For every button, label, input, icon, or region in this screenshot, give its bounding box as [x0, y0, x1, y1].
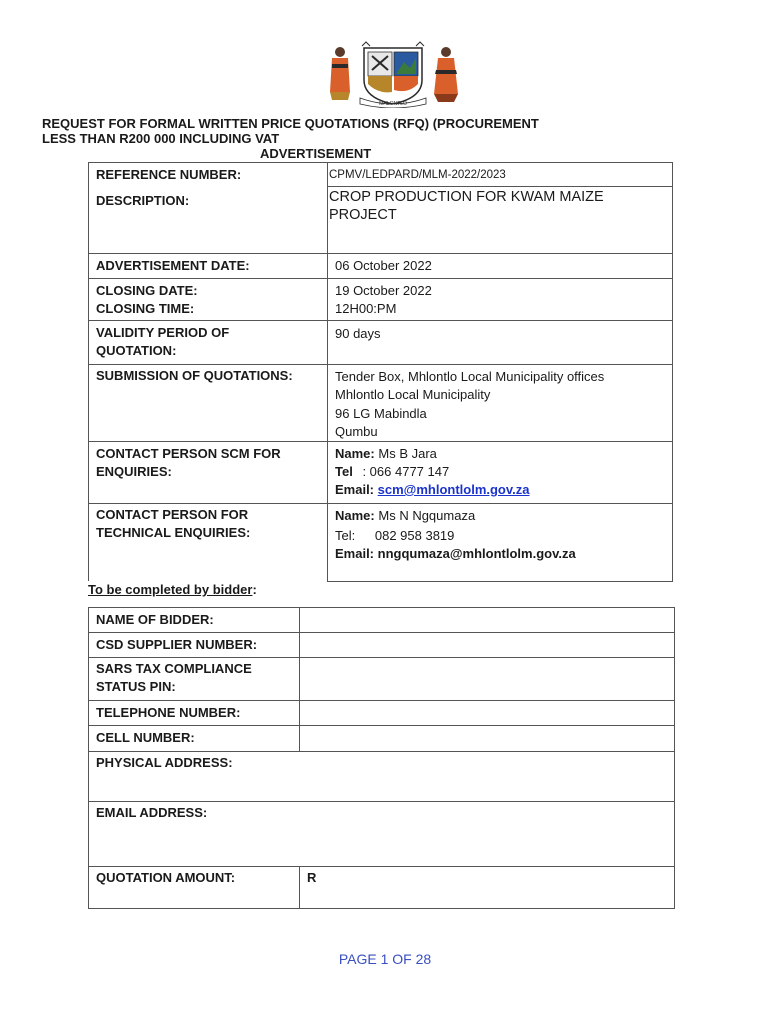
validity-label-1: VALIDITY PERIOD OF	[96, 325, 230, 340]
scm-name-row	[335, 445, 437, 463]
reference-number-label: REFERENCE NUMBER:	[96, 167, 242, 182]
closing-time-value: 12H00:PM	[335, 301, 397, 316]
shield-emblem	[362, 42, 424, 104]
closing-time-label: CLOSING TIME:	[96, 301, 195, 316]
right-supporter-figure	[434, 47, 458, 102]
bidder-section-text: To be completed by bidder	[88, 582, 253, 597]
title-line-2: LESS THAN R200 000 INCLUDING VAT	[42, 131, 280, 146]
bidder-name-field[interactable]	[301, 609, 673, 631]
advertisement-date-label: ADVERTISEMENT DATE:	[96, 258, 250, 273]
scm-contact-label-2: ENQUIRIES:	[96, 464, 172, 479]
quotation-amount-prefix: R	[307, 870, 317, 885]
email-address-field[interactable]	[90, 822, 673, 865]
cell-number-label: CELL NUMBER:	[96, 730, 195, 745]
title-line-1: REQUEST FOR FORMAL WRITTEN PRICE QUOTATIONS (RFQ) (PROCUREMENT	[42, 116, 539, 131]
bidder-section-label	[88, 582, 257, 597]
reference-number-value: CPMV/LEDPARD/MLM-2022/2023	[329, 169, 506, 181]
telephone-label: TELEPHONE NUMBER:	[96, 705, 241, 720]
description-label: DESCRIPTION:	[96, 193, 190, 208]
technical-contact-label-1: CONTACT PERSON FOR	[96, 507, 249, 522]
technical-email-label: Email:	[335, 546, 375, 561]
bidder-name-label: NAME OF BIDDER:	[96, 612, 214, 627]
sars-pin-label-2: STATUS PIN:	[96, 679, 176, 694]
quotation-amount-label: QUOTATION AMOUNT:	[96, 870, 236, 885]
physical-address-field[interactable]	[90, 772, 673, 800]
bidder-section-colon: :	[252, 582, 257, 597]
technical-tel-label: Tel:	[335, 528, 356, 543]
scm-tel-value: : 066 4777 147	[362, 464, 450, 479]
technical-name-row	[335, 507, 475, 525]
submission-label: SUBMISSION OF QUOTATIONS:	[96, 368, 293, 383]
sars-pin-field[interactable]	[301, 659, 673, 699]
email-address-label: EMAIL ADDRESS:	[96, 805, 208, 820]
validity-value: 90 days	[335, 326, 381, 341]
submission-line-3: 96 LG Mabindla	[335, 406, 427, 421]
motto-text: MHLONTLO	[379, 101, 407, 107]
telephone-field[interactable]	[301, 702, 673, 724]
title-line-3: ADVERTISEMENT	[260, 146, 372, 161]
closing-date-value: 19 October 2022	[335, 283, 432, 298]
page-number: PAGE 1 OF 28	[338, 951, 432, 967]
validity-label-2: QUOTATION:	[96, 343, 177, 358]
scm-tel-label: Tel	[335, 464, 353, 479]
left-supporter-figure	[330, 47, 350, 100]
technical-tel-value: 082 958 3819	[374, 528, 455, 543]
scm-email-label: Email:	[335, 482, 375, 497]
scm-name-label: Name:	[335, 446, 375, 461]
technical-contact-label-2: TECHNICAL ENQUIRIES:	[96, 525, 251, 540]
physical-address-label: PHYSICAL ADDRESS:	[96, 755, 233, 770]
csd-number-label: CSD SUPPLIER NUMBER:	[96, 637, 258, 652]
scm-email-row	[335, 481, 529, 499]
technical-tel-row	[335, 527, 454, 545]
document-title	[42, 116, 682, 161]
technical-name-label: Name:	[335, 508, 375, 523]
submission-line-4: Qumbu	[335, 424, 378, 439]
scm-name-value: Ms B Jara	[378, 446, 437, 461]
scm-contact-label-1: CONTACT PERSON SCM FOR	[96, 446, 281, 461]
technical-email-value: nngqumaza@mhlontlolm.gov.za	[377, 546, 576, 561]
csd-number-field[interactable]	[301, 634, 673, 656]
advertisement-date-value: 06 October 2022	[335, 258, 432, 273]
scm-tel-row	[335, 463, 449, 481]
municipal-crest-logo	[318, 40, 468, 108]
sars-pin-label-1: SARS TAX COMPLIANCE	[96, 661, 252, 676]
quotation-amount-field[interactable]	[320, 868, 672, 907]
submission-line-1: Tender Box, Mhlontlo Local Municipality offices	[335, 369, 605, 384]
description-value: CROP PRODUCTION FOR KWAM MAIZE PROJECT	[329, 189, 604, 223]
technical-name-value: Ms N Ngqumaza	[378, 508, 476, 523]
closing-date-label: CLOSING DATE:	[96, 283, 198, 298]
technical-email-row	[335, 545, 576, 563]
cell-number-field[interactable]	[301, 727, 673, 750]
scm-email-link[interactable]: scm@mhlontlolm.gov.za	[377, 482, 530, 497]
submission-line-2: Mhlontlo Local Municipality	[335, 387, 491, 402]
